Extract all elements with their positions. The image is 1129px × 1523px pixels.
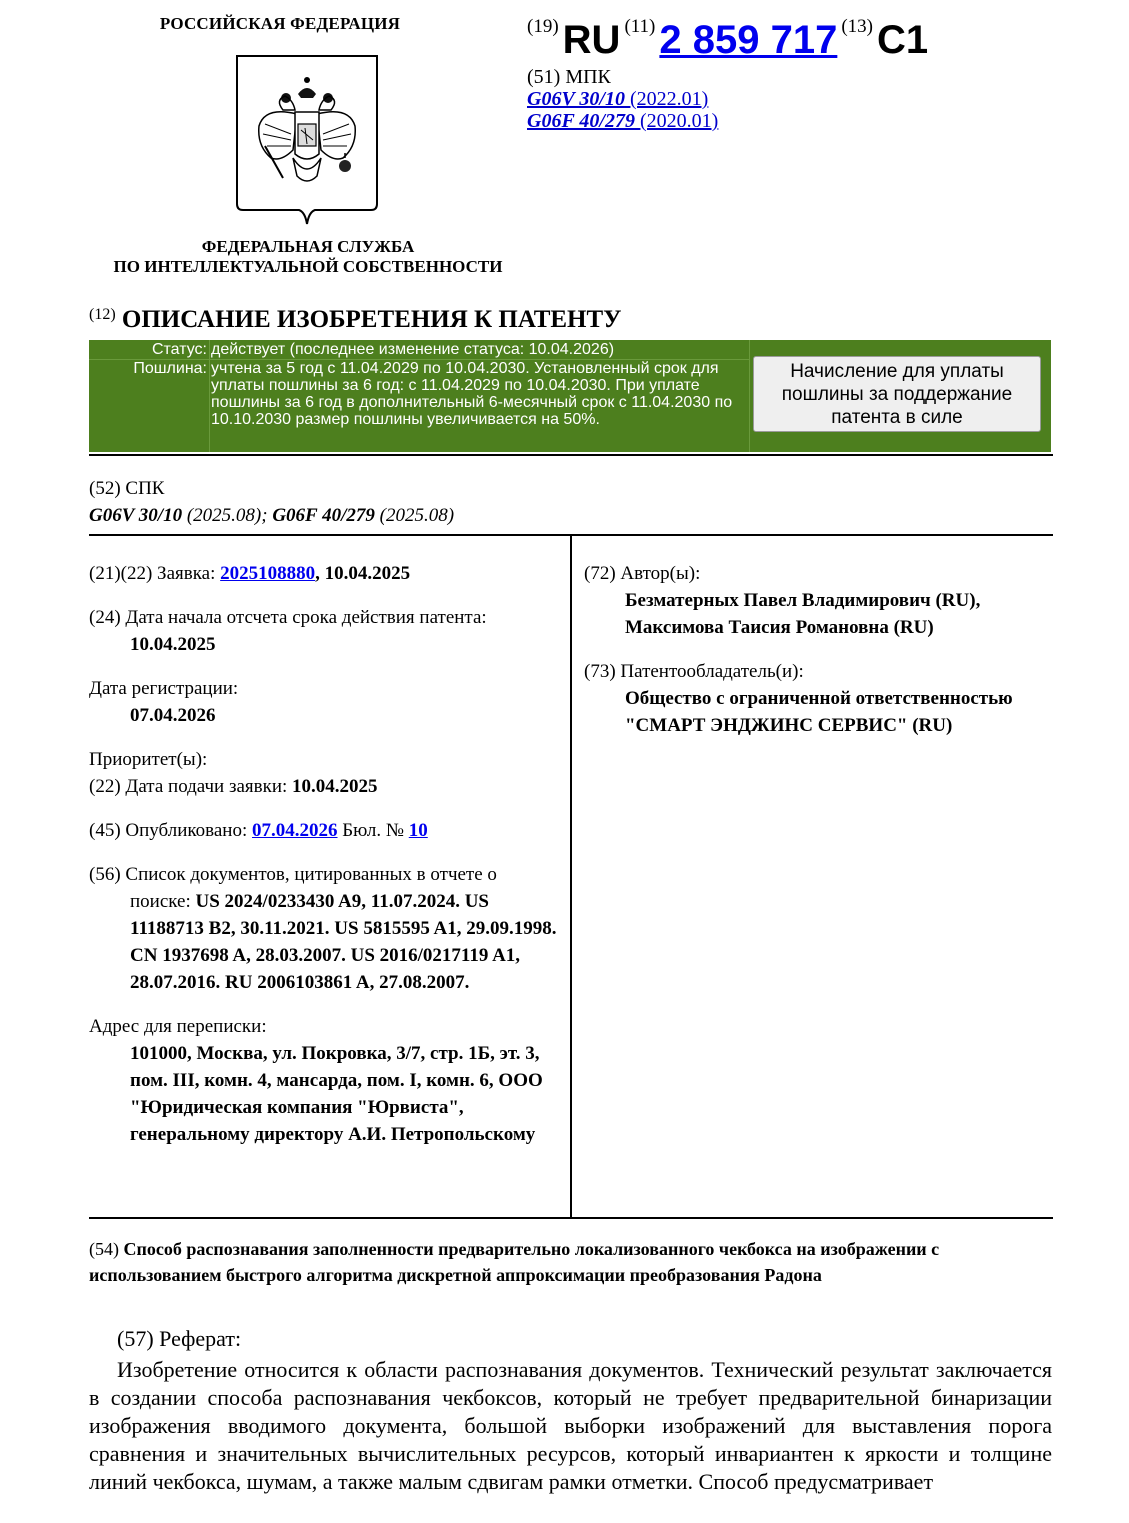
registration-field <box>89 675 559 729</box>
spk-label: (52) СПК <box>89 478 165 499</box>
inid-19: (19) <box>527 16 559 37</box>
fee-calculation-button[interactable]: Начисление для уплаты пошлины за поддержание патента в силе <box>753 356 1041 432</box>
address-label: Адрес для переписки: <box>89 1016 267 1037</box>
inid-54: (54) <box>89 1239 124 1259</box>
bibliographic-right <box>584 560 1044 756</box>
published-date-link[interactable]: 07.04.2026 <box>252 820 338 841</box>
country-code: RU <box>562 18 621 62</box>
bibliographic-left <box>89 560 559 1165</box>
mpk-link-1[interactable]: G06V 30/10 (2022.01) <box>527 88 709 110</box>
coat-of-arms-icon <box>235 54 379 226</box>
author-1: Безматерных Павел Владимирович (RU), <box>625 590 981 611</box>
owner-value: Общество с ограниченной ответственностью "СМАРТ ЭНДЖИНС СЕРВИС" (RU) <box>625 688 1013 736</box>
authors-label: (72) Автор(ы): <box>584 563 701 584</box>
status-label: Статус: <box>151 341 207 358</box>
abstract-text: Изобретение относится к области распознавания документов. Технический результат заключается в создании способа распознавания чекбоксов, который не требует предварительной бинаризации изображения вводимого документа, большой выборки изображений для выставления порога сравнения и значительных вычислительных ресурсов, который инвариантен к яркости и толщине линий чекбокса, шумам, а также малым сдвигам рамки отметки. Способ предусматривает <box>89 1357 1052 1494</box>
filing-date-field: (22) Дата подачи заявки: 10.04.2025 <box>89 776 378 797</box>
citations-field: (56) Список документов, цитированных в отчете о поиске: US 2024/0233430 A9, 11.07.2024. US 11188713 B2, 30.11.2021. US 5815595 A1, 29.09.1998. CN 1937698 A, 28.03.2007. US 2016/0217119 A1, 28.07.2016. RU 2006103861 A, 27.08.2007. <box>89 864 557 993</box>
term-start-value: 10.04.2025 <box>130 634 216 655</box>
application-number-link[interactable]: 2025108880 <box>220 563 316 584</box>
author-2: Максимова Таисия Романовна (RU) <box>625 617 934 638</box>
address-value: 101000, Москва, ул. Покровка, 3/7, стр. 1Б, эт. 3, пом. III, комн. 4, мансарда, пом. I, комн. 6, ООО "Юридическая компания "Юрвиста", генеральному директору А.И. Петропольскому <box>130 1043 543 1145</box>
status-value: действует (последнее изменение статуса: 10.04.2026) <box>211 341 615 358</box>
registration-value: 07.04.2026 <box>130 705 216 726</box>
agency-line-2: ПО ИНТЕЛЛЕКТУАЛЬНОЙ СОБСТВЕННОСТИ <box>113 257 503 276</box>
inid-11: (11) <box>624 16 656 37</box>
term-start-label: (24) Дата начала отсчета срока действия патента: <box>89 607 487 628</box>
term-start-field <box>89 604 559 658</box>
agency-name <box>90 237 526 277</box>
status-row <box>89 341 749 360</box>
status-banner <box>89 340 1051 452</box>
bulletin-number-link[interactable]: 10 <box>408 820 428 841</box>
column-divider <box>570 534 572 1218</box>
divider <box>89 454 1053 456</box>
fee-label: Пошлина: <box>133 360 207 377</box>
invention-title-text: Способ распознавания заполненности предварительно локализованного чекбокса на изображении с использованием быстрого алгоритма дискретной аппроксимации преобразования Радона <box>89 1239 940 1285</box>
country-name: РОССИЙСКАЯ ФЕДЕРАЦИЯ <box>159 14 401 33</box>
mpk-classification <box>527 66 718 132</box>
document-title <box>89 306 622 334</box>
document-title-text: ОПИСАНИЕ ИЗОБРЕТЕНИЯ К ПАТЕНТУ <box>121 306 622 333</box>
application-field: (21)(22) Заявка: 2025108880, 10.04.2025 <box>89 563 411 584</box>
inid-13: (13) <box>841 16 873 37</box>
mpk-link-2[interactable]: G06F 40/279 (2020.01) <box>527 110 719 132</box>
fee-value: учтена за 5 год с 11.04.2029 по 10.04.2030. Установленный срок для уплаты пошлины за 6 год: с 11.04.2029 по 10.04.2030. При уплате пошлины за 6 год в дополнительный 6-месячный срок с 11.04.2030 по 10.10.2030 размер пошлины увеличивается на 50%. <box>211 360 733 428</box>
patent-number-line <box>527 14 928 66</box>
registration-label: Дата регистрации: <box>89 678 239 699</box>
patent-number-link[interactable]: 2 859 717 <box>659 18 838 62</box>
spk-codes: G06V 30/10 (2025.08); G06F 40/279 (2025.08) <box>89 505 455 526</box>
published-field: (45) Опубликовано: 07.04.2026 Бюл. № 10 <box>89 820 428 841</box>
owner-field <box>584 658 1044 739</box>
kind-code: C1 <box>877 18 929 62</box>
owner-label: (73) Патентообладатель(и): <box>584 661 804 682</box>
mpk-label: (51) МПК <box>527 66 611 88</box>
authors-field <box>584 560 1044 641</box>
inid-12: (12) <box>89 306 116 323</box>
agency-line-1: ФЕДЕРАЛЬНАЯ СЛУЖБА <box>201 237 415 256</box>
citations-value: US 2024/0233430 A9, 11.07.2024. US 11188713 B2, 30.11.2021. US 5815595 A1, 29.09.1998. CN 1937698 A, 28.03.2007. US 2016/0217119 A1, 28.07.2016. RU 2006103861 A, 27.08.2007. <box>130 891 557 993</box>
spk-code-1: G06V 30/10 <box>89 505 183 526</box>
address-field <box>89 1013 559 1148</box>
priority-label: Приоритет(ы): <box>89 749 208 770</box>
abstract-label: (57) Реферат: <box>117 1326 242 1351</box>
invention-title <box>89 1236 1054 1288</box>
filing-date-value: 10.04.2025 <box>292 776 378 797</box>
divider <box>89 1217 1053 1219</box>
spk-code-2: G06F 40/279 <box>272 505 375 526</box>
